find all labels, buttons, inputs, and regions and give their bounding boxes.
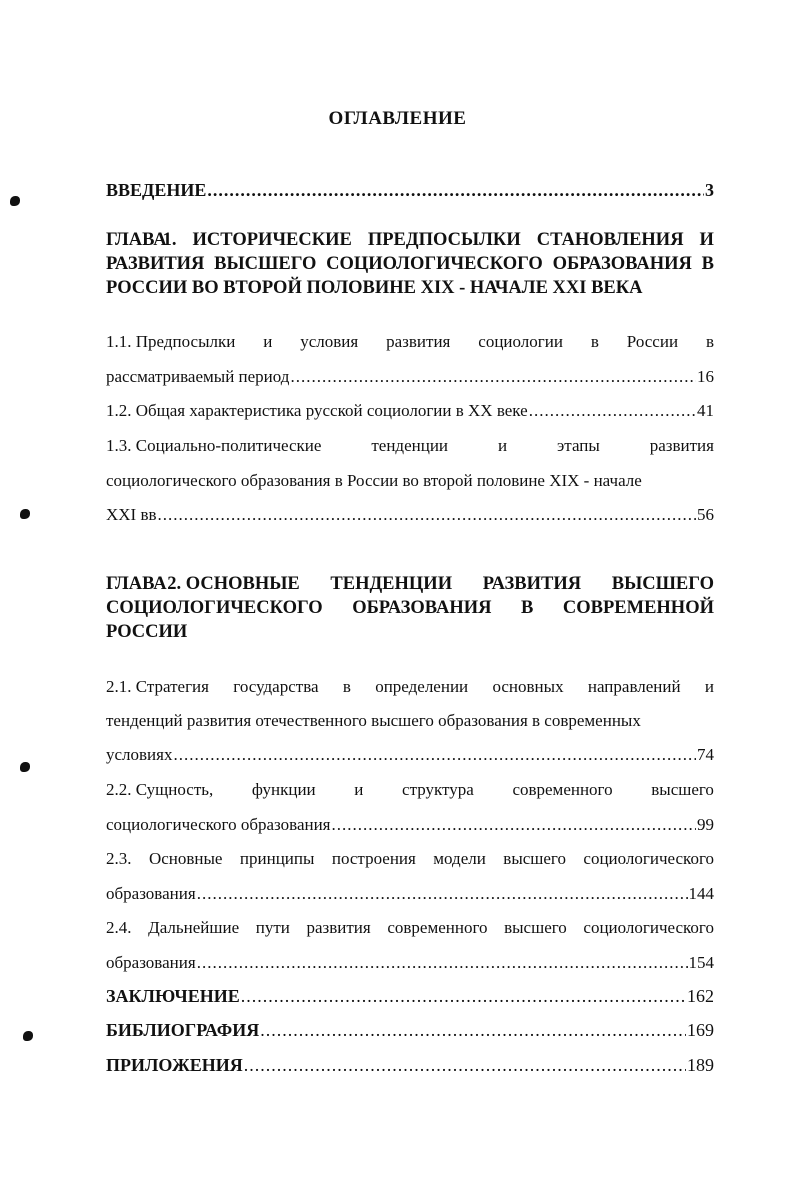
toc-entry-label: БИБЛИОГРАФИЯ [106, 1020, 260, 1040]
toc-entry-label: социологического образования [106, 815, 331, 834]
toc-entry-2-3: 2.3. Основные принципы построения модели высшего социологического [106, 849, 714, 868]
toc-entry-appendices [106, 1055, 714, 1076]
toc-entry-2-1-line2: тенденций развития отечественного высшего образования в современных [106, 711, 641, 730]
toc-entry-label: 1.2. Общая характеристика русской социологии в XX веке [106, 401, 528, 420]
toc-entry-label: образования [106, 953, 196, 972]
toc-entry-label: ЗАКЛЮЧЕНИЕ [106, 986, 240, 1006]
toc-entry-label: условиях [106, 745, 173, 764]
toc-entry-1-3: 1.3. Социально-политические тенденции и этапы развития [106, 436, 714, 455]
toc-entry-1-3-line2: социологического образования в России во второй половине XIX - начале [106, 471, 642, 490]
toc-entry-1-3-last [106, 505, 714, 525]
heading-line: РОССИИ [106, 622, 188, 642]
toc-entry-bibliography [106, 1020, 714, 1041]
leader-dots [332, 815, 696, 835]
chapter1-heading [106, 228, 714, 300]
toc-page-number: 56 [697, 505, 714, 524]
toc-page-number: 169 [687, 1020, 714, 1040]
toc-page-number: 189 [687, 1055, 714, 1075]
toc-page-number: 162 [687, 986, 714, 1006]
leader-dots [529, 401, 696, 421]
toc-page-number: 74 [697, 745, 714, 764]
toc-entry-2-4-last [106, 953, 714, 973]
toc-entry-1-1-last [106, 367, 714, 387]
toc-entry-conclusion [106, 986, 714, 1007]
toc-entry-1-2 [106, 401, 714, 421]
leader-dots [197, 953, 688, 973]
toc-page-number: 99 [697, 815, 714, 834]
toc-entry-label: рассматриваемый период [106, 367, 290, 386]
toc-entry-1-1: 1.1. Предпосылки и условия развития социологии в России в [106, 332, 714, 351]
toc-entry-label: XXI вв [106, 505, 157, 524]
toc-entry-label: ПРИЛОЖЕНИЯ [106, 1055, 243, 1075]
chapter2-heading [106, 572, 714, 644]
leader-dots [173, 745, 696, 765]
leader-dots [158, 505, 696, 525]
toc-page-number: 3 [705, 180, 714, 200]
binding-hole-mark [10, 196, 20, 206]
toc-entry-2-1: 2.1. Стратегия государства в определении основных направлений и [106, 677, 714, 696]
heading-line: СОЦИОЛОГИЧЕСКОГО ОБРАЗОВАНИЯ В СОВРЕМЕННОЙ [106, 598, 714, 618]
leader-dots [241, 986, 686, 1007]
binding-hole-mark [20, 762, 30, 772]
toc-entry-2-2-last [106, 815, 714, 835]
heading-line: РОССИИ ВО ВТОРОЙ ПОЛОВИНЕ XIX - НАЧАЛЕ XXI ВЕКА [106, 278, 643, 298]
leader-dots [207, 180, 704, 201]
toc-page-number: 16 [697, 367, 714, 386]
toc-entry-2-2: 2.2. Сущность, функции и структура современного высшего [106, 780, 714, 799]
toc-entry-label: образования [106, 884, 196, 903]
toc-entry-intro [106, 180, 714, 201]
toc-entry-2-4: 2.4. Дальнейшие пути развития современного высшего социологического [106, 918, 714, 937]
toc-entry-2-3-last [106, 884, 714, 904]
leader-dots [197, 884, 688, 904]
binding-hole-mark [20, 509, 30, 519]
heading-line: ГЛАВА 2. ОСНОВНЫЕ ТЕНДЕНЦИИ РАЗВИТИЯ ВЫСШЕГО [106, 574, 714, 594]
leader-dots [290, 367, 696, 387]
toc-page-number: 154 [688, 953, 714, 972]
leader-dots [260, 1020, 686, 1041]
heading-line: ГЛАВА 1. ИСТОРИЧЕСКИЕ ПРЕДПОСЫЛКИ СТАНОВЛЕНИЯ И [106, 230, 714, 250]
binding-hole-mark [23, 1031, 33, 1041]
leader-dots [244, 1055, 686, 1076]
toc-page-number: 144 [688, 884, 714, 903]
toc-entry-label: ВВЕДЕНИЕ [106, 180, 207, 200]
toc-page-number: 41 [697, 401, 714, 420]
toc-entry-2-1-last [106, 745, 714, 765]
page-title: ОГЛАВЛЕНИЕ [328, 108, 467, 129]
heading-line: РАЗВИТИЯ ВЫСШЕГО СОЦИОЛОГИЧЕСКОГО ОБРАЗОВАНИЯ В [106, 254, 714, 274]
